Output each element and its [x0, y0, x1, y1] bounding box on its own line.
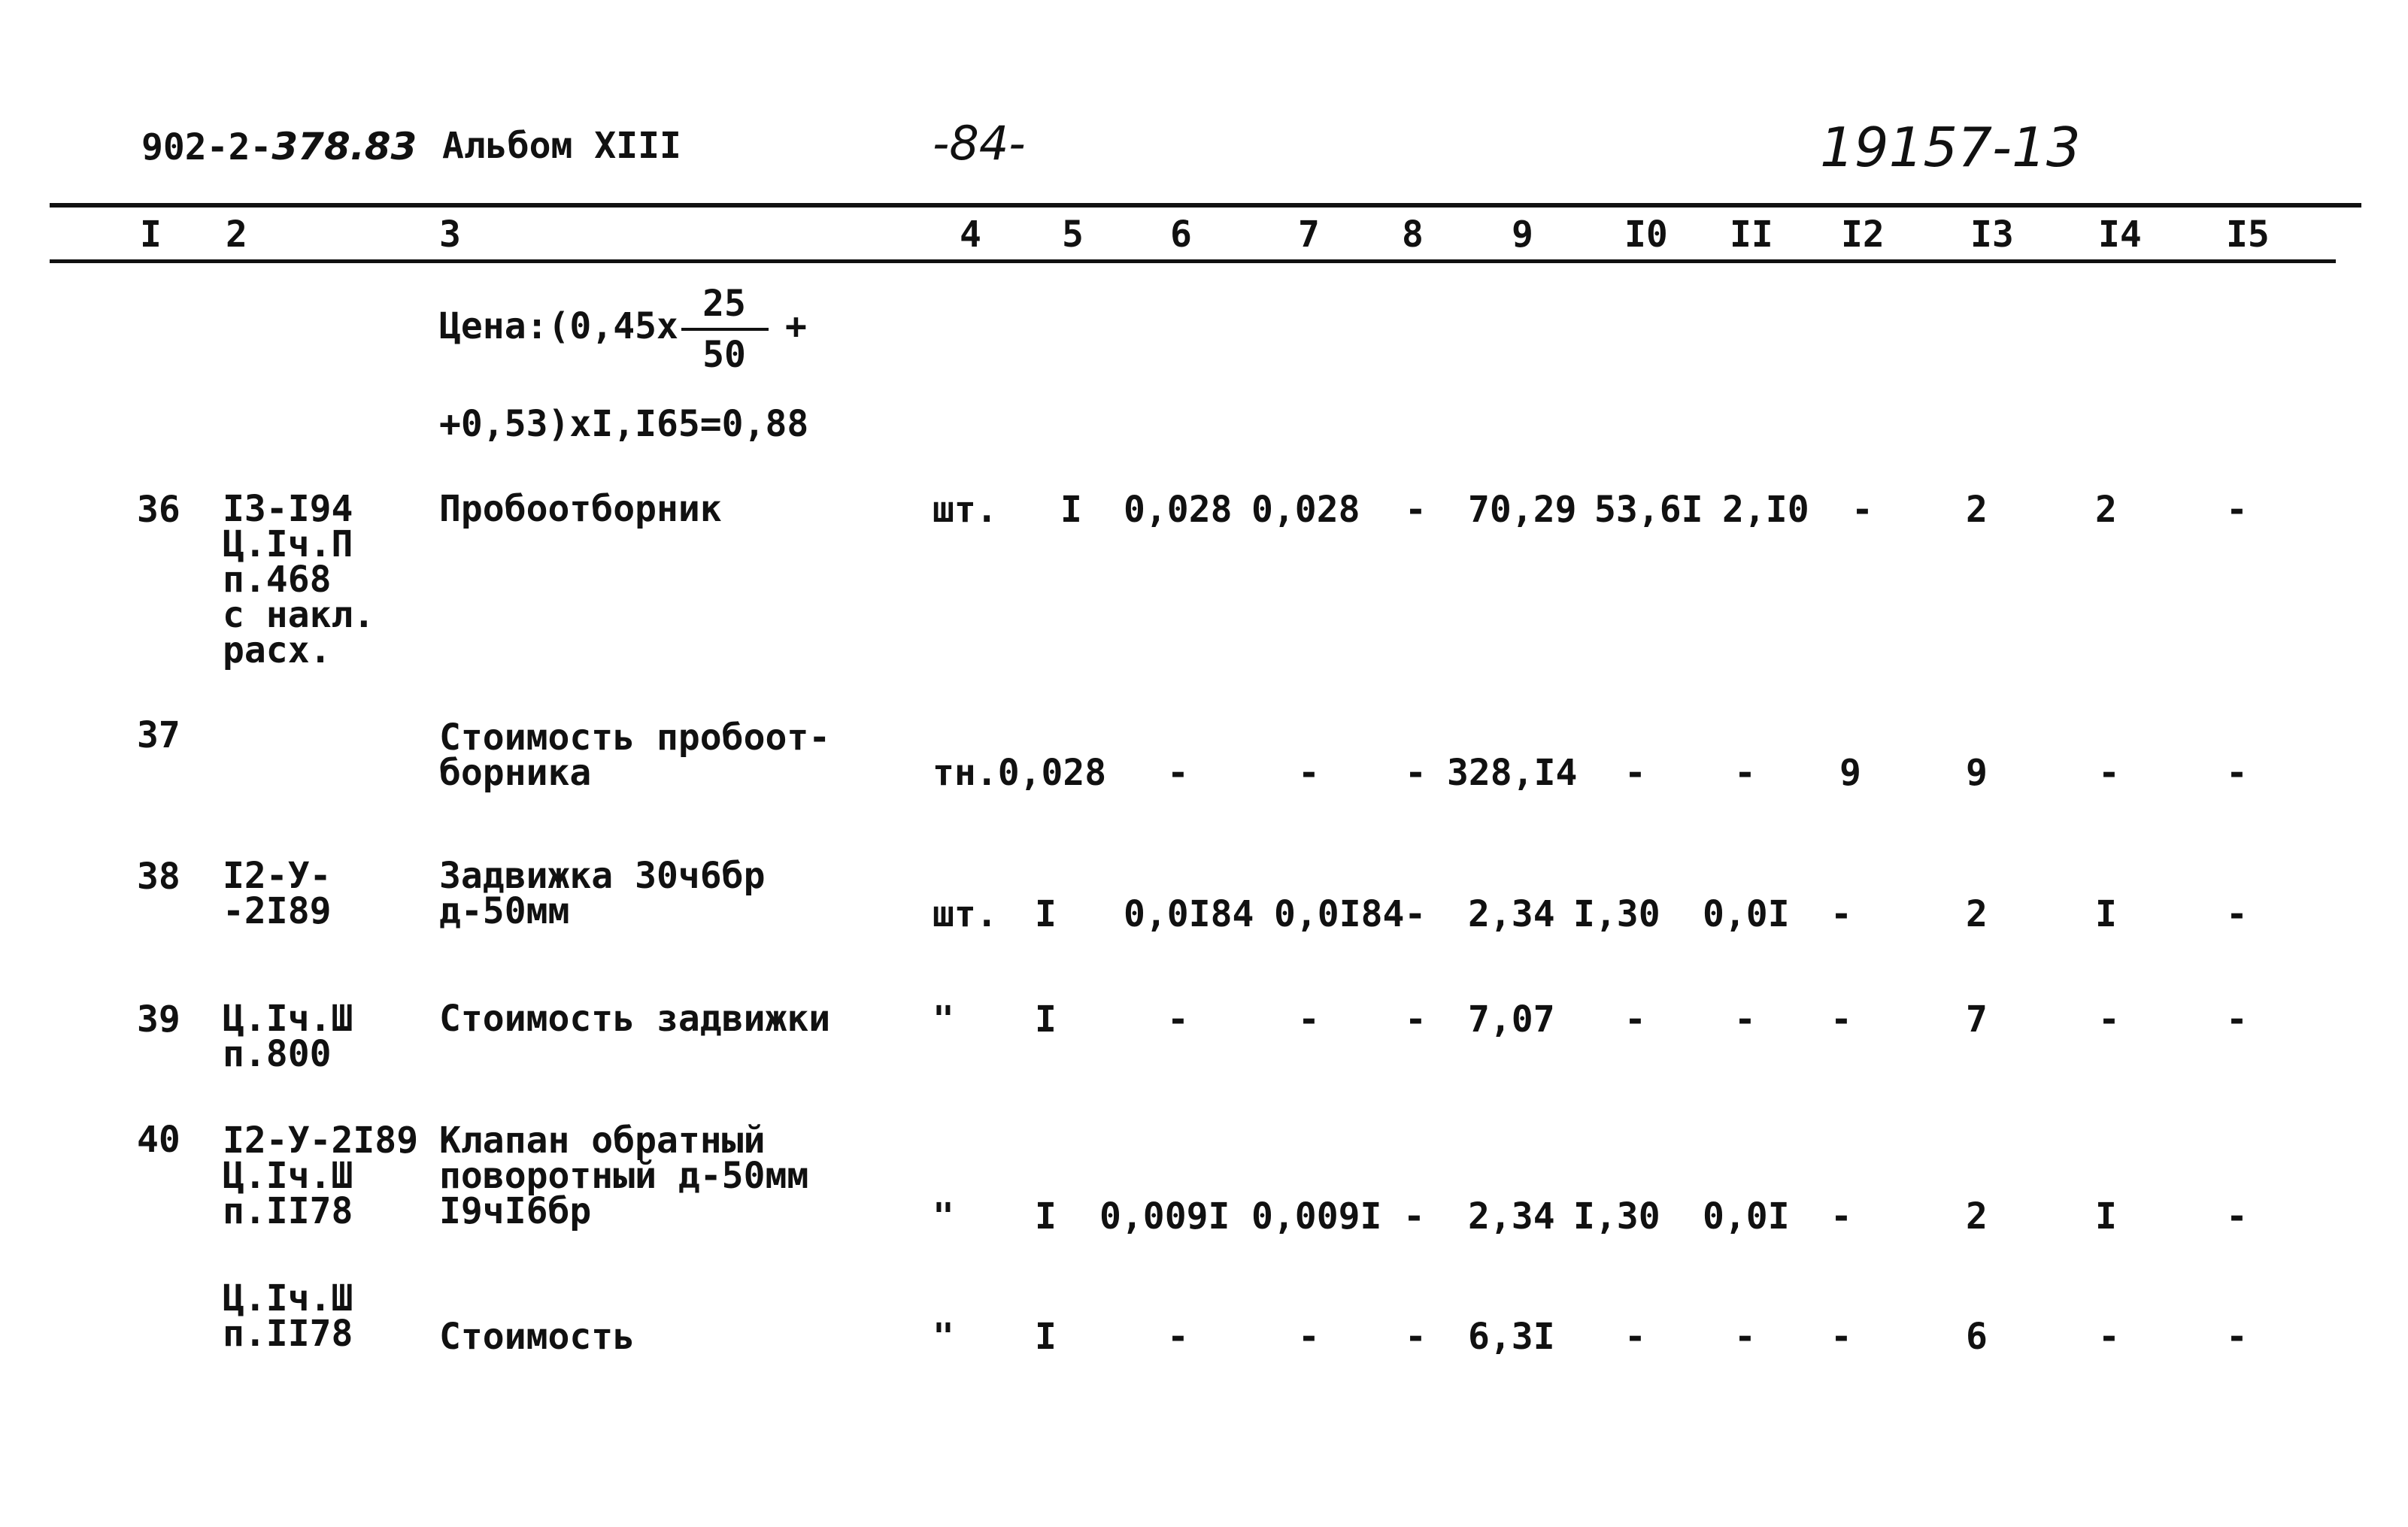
row-col7-8: 0,0I84- [1274, 893, 1427, 935]
row-col11: 0,0I [1703, 893, 1790, 935]
col-1: I [140, 214, 162, 256]
row-unit: " [933, 998, 954, 1041]
row-name: Стоимость [439, 1316, 635, 1358]
row-col15: - [2226, 1195, 2248, 1238]
row-number: 37 [137, 714, 180, 756]
row-number: 38 [137, 856, 180, 898]
row-col13: 7 [1966, 998, 1988, 1041]
header-bottom-rule [50, 259, 2336, 263]
row-number: 39 [137, 998, 180, 1041]
row-col13: 2 [1966, 1195, 1988, 1238]
row-qty: I [1035, 893, 1057, 935]
col-8: 8 [1402, 214, 1424, 256]
col-6: 6 [1170, 214, 1192, 256]
row-code: Ц.Iч.Ш п.800 [223, 998, 353, 1075]
formula-plus: + [785, 305, 807, 347]
row-name: Клапан обратный поворотный д-50мм I9чI6бр [439, 1119, 809, 1232]
row-qty: I [1035, 1316, 1057, 1358]
row-col7: - [1298, 752, 1320, 794]
row-name: Стоимость пробоот- борника [439, 717, 831, 794]
col-13: I3 [1970, 214, 2014, 256]
col-3: 3 [439, 214, 461, 256]
top-rule [50, 203, 2361, 208]
formula-numerator: 25 [702, 283, 746, 325]
col-12: I2 [1841, 214, 1885, 256]
row-col15: - [2226, 1316, 2248, 1358]
row-col12: - [1830, 1316, 1852, 1358]
row-col9: 328,I4 [1447, 752, 1578, 794]
row-col12: - [1830, 893, 1852, 935]
row-col10: I,30 [1573, 893, 1660, 935]
row-col14: I [2095, 1195, 2117, 1238]
row-col12: - [1851, 489, 1873, 531]
row-col14: - [2098, 1316, 2120, 1358]
row-col10: 53,6I [1594, 489, 1703, 531]
row-col10: - [1624, 1316, 1646, 1358]
row-col10: - [1624, 998, 1646, 1041]
row-name: Пробоотборник [439, 488, 722, 530]
row-unit: " [933, 1316, 954, 1358]
row-col9: 2,34 [1468, 1195, 1555, 1238]
row-qty: I [1035, 998, 1057, 1041]
formula-denominator: 50 [702, 334, 746, 376]
row-code: I2-У-2I89 Ц.Iч.Ш п.II78 [223, 1119, 419, 1232]
row-col13: 9 [1966, 752, 1988, 794]
row-col14: 2 [2095, 489, 2117, 531]
row-name: Стоимость задвижки [439, 998, 831, 1040]
row-col10: - [1624, 752, 1646, 794]
row-col13: 2 [1966, 489, 1988, 531]
col-2: 2 [226, 214, 247, 256]
row-col14: - [2098, 998, 2120, 1041]
archive-number: 19157-13 [1820, 116, 2081, 179]
row-qty: I [1035, 1195, 1057, 1238]
row-col7: - [1298, 1316, 1320, 1358]
row-col10: I,30 [1573, 1195, 1660, 1238]
album-label: Альбом XIII [442, 125, 681, 167]
col-9: 9 [1512, 214, 1533, 256]
doc-code: 902-2-378.83 [141, 125, 417, 168]
col-15: I5 [2226, 214, 2270, 256]
row-col11: 2,I0 [1722, 489, 1809, 531]
page-number: -84- [933, 116, 1026, 171]
row-col12: - [1830, 1195, 1852, 1238]
row-col6: - [1167, 752, 1189, 794]
row-name: Задвижка 30ч6бр д-50мм [439, 855, 766, 932]
col-5: 5 [1062, 214, 1084, 256]
row-col15: - [2226, 998, 2248, 1041]
row-col6: 0,009I [1099, 1195, 1230, 1238]
row-col14: - [2098, 752, 2120, 794]
row-col11: - [1734, 752, 1756, 794]
col-10: I0 [1624, 214, 1668, 256]
row-col9: 7,07 [1468, 998, 1555, 1041]
row-code: I3-I94 Ц.Iч.П п.468 с накл. расх. [223, 488, 375, 671]
row-col8: - [1405, 998, 1427, 1041]
row-col7: 0,028 [1251, 489, 1360, 531]
row-col8: - [1405, 1316, 1427, 1358]
row-col6: - [1167, 1316, 1189, 1358]
row-col6: 0,0I84 [1124, 893, 1254, 935]
col-14: I4 [2098, 214, 2142, 256]
row-col8: - [1403, 1195, 1425, 1238]
row-col9: 70,29 [1468, 489, 1577, 531]
row-col9: 6,3I [1468, 1316, 1555, 1358]
row-col6: 0,028 [1124, 489, 1233, 531]
row-col11: - [1734, 1316, 1756, 1358]
row-col7: - [1298, 998, 1320, 1041]
row-col7: 0,009I [1251, 1195, 1382, 1238]
row-col12: 9 [1839, 752, 1861, 794]
row-col12: - [1830, 998, 1852, 1041]
formula-prefix: Цена:(0,45х [439, 305, 678, 347]
formula-line2: +0,53)хI,I65=0,88 [439, 403, 809, 445]
row-col15: - [2226, 752, 2248, 794]
row-code: Ц.Iч.Ш п.II78 [223, 1277, 353, 1355]
row-code: I2-У- -2I89 [223, 855, 332, 932]
fraction-bar [681, 328, 769, 331]
col-7: 7 [1298, 214, 1320, 256]
row-number: 40 [137, 1119, 180, 1161]
row-unit: " [933, 1195, 954, 1238]
row-col13: 6 [1966, 1316, 1988, 1358]
col-11: II [1730, 214, 1773, 256]
row-col9: 2,34 [1468, 893, 1555, 935]
row-col8: - [1405, 752, 1427, 794]
row-col13: 2 [1966, 893, 1988, 935]
row-col15: - [2226, 489, 2248, 531]
row-unit: шт. [933, 893, 998, 935]
doc-code-handwritten: 378.83 [271, 125, 417, 168]
row-col11: 0,0I [1703, 1195, 1790, 1238]
row-col6: - [1167, 998, 1189, 1041]
row-col11: - [1734, 998, 1756, 1041]
row-number: 36 [137, 489, 180, 531]
row-col8: - [1405, 489, 1427, 531]
row-qty: I [1060, 489, 1082, 531]
col-4: 4 [960, 214, 981, 256]
row-col15: - [2226, 893, 2248, 935]
row-unit-qty: тн.0,028 [933, 752, 1107, 794]
row-col14: I [2095, 893, 2117, 935]
row-unit: шт. [933, 489, 998, 531]
